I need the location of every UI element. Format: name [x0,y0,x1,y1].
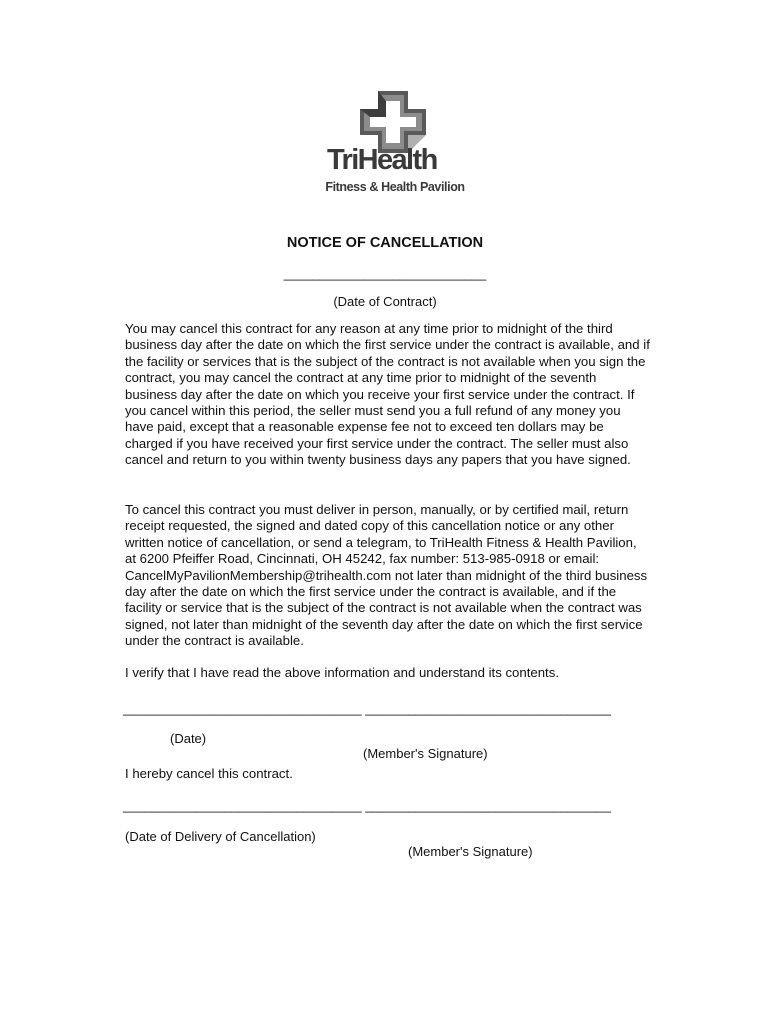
member-signature-label: (Member's Signature) [408,844,533,859]
verification-statement: I verify that I have read the above information and understand its contents. [125,665,559,680]
signature-lines-1[interactable]: _________________________________ __________________________________ [123,701,612,716]
signature-labels-2 [123,814,643,874]
trihealth-logo [320,88,470,198]
signature-lines-2[interactable]: _________________________________ __________________________________ [123,798,612,813]
contract-date-field[interactable]: ____________________________ [283,266,487,281]
date-label: (Date) [170,731,207,746]
brand-subtitle: Fitness & Health Pavilion [325,180,465,194]
member-signature-label: (Member's Signature) [363,746,488,761]
delivery-date-label: (Date of Delivery of Cancellation) [125,829,316,844]
cancellation-instructions-paragraph: To cancel this contract you must deliver in person, manually, or by certified mail, return receipt requested, the signed and dated copy of this cancellation notice or any other written notice of cancellation, or send a telegram, to TriHealth Fitness & Health Pavilion, at 6200 Pfeiffer Road, Cincinnati, OH 45242, fax number: 513-985-0918 or email: CancelMyPavilionMembership@trihealth.com not later than midnight of the third business day after the date on which the first service under the contract is available, and if the facility or service that is the subject of the contract is not available when the contract was signed, not later than midnight of the seventh day after the date on which the first service under the contract is available. [125,502,648,649]
cancellation-rights-paragraph: You may cancel this contract for any reason at any time prior to midnight of the third business day after the date on which the first service under the contract is available, and if the facility or services that is the subject of the contract is not available when you sign the contract, you may cancel the contract at any time prior to midnight of the seventh business day after the date on which you receive your first service under the contract. If you cancel within this period, the seller must send you a full refund of any money you have paid, except that a reasonable expense fee not to exceed ten dollars may be charged if you have received your first service under the contract. The seller must also cancel and return to you within twenty business days any papers that you have signed. [125,321,650,468]
notice-title: NOTICE OF CANCELLATION [286,235,484,251]
cancel-statement: I hereby cancel this contract. [125,766,293,781]
brand-name: TriHealth [327,144,437,176]
contract-date-label: (Date of Contract) [333,294,437,309]
